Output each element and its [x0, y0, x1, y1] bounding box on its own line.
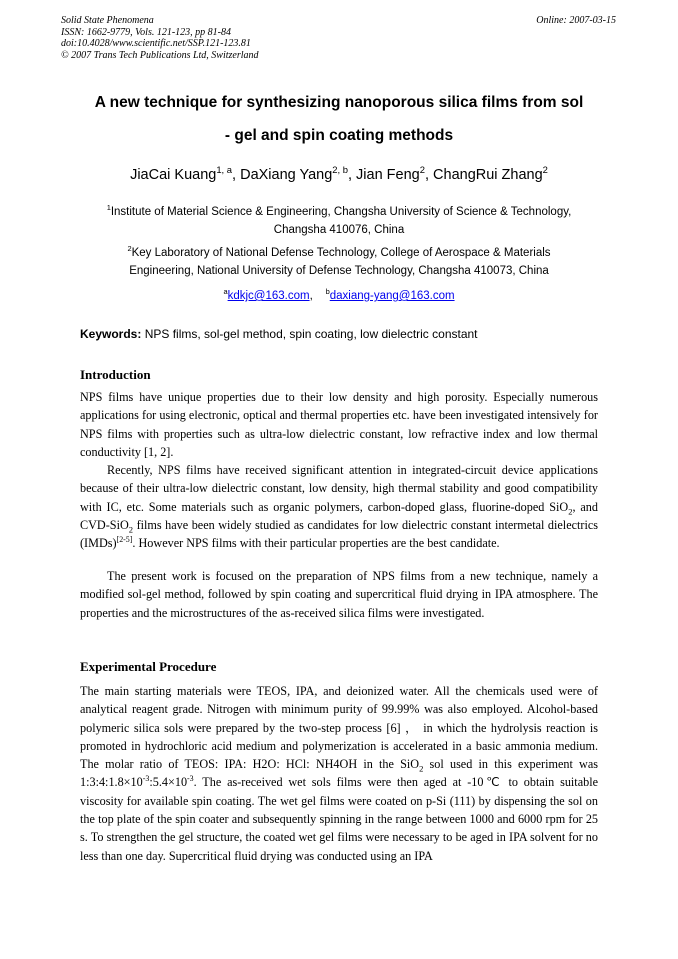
section-heading-experimental: Experimental Procedure	[80, 659, 217, 674]
text-run: . The as-received wet sols films were then aged at -10℃ to obtain suitable viscosity for available spin coating. The wet gel films were coated on p-Si (111) by dispensing the sol on the top plate of the spin coater and subsequently spinning in the range between 1000 and 6000 rpm for 25 s. To strengthen the gel structure, the coated wet gel films were necessary to be aged in IPA solvent for no less than one day. Supercritical fluid drying was conducted using an IPA	[80, 775, 598, 863]
journal-doi: doi:10.4028/www.scientific.net/SSP.121-123.81	[61, 38, 251, 49]
text-run: :5.4×10	[149, 775, 188, 790]
author-name: ChangRui Zhang	[433, 167, 543, 183]
intro-paragraph-1	[80, 388, 598, 461]
keywords-label: Keywords:	[80, 327, 142, 341]
text-run: , and CVD-SiO	[80, 499, 598, 532]
author-separator: ,	[232, 167, 241, 183]
email-link-b[interactable]: daxiang-yang@163.com	[329, 290, 455, 302]
paragraph-text: NPS films have unique properties due to their low density and high porosity. Especially numerous applications for using electronic, optical and thermal properties etc. have been investigated intensively for NPS films with properties such as ultra-low dielectric constant, low refractive index and low thermal conductivity [1, 2].	[80, 390, 598, 459]
affiliation-mark: 1	[106, 203, 111, 213]
subscript: 2	[128, 524, 134, 535]
email-separator: ,	[309, 290, 326, 302]
text-run: Recently, NPS films have received significant attention in integrated-circuit device applications because of their ultra-low dielectric constant, low density, high thermal stability and good compatibility with IC, etc. Some materials such as organic polymers, carbon-doped glass, fluorine-doped SiO	[80, 463, 598, 514]
author-affiliation-mark: 2	[419, 164, 425, 176]
affiliation-mark: 2	[127, 244, 132, 254]
subscript: 2	[568, 506, 573, 517]
author-separator: ,	[347, 167, 357, 183]
author-separator: ,	[424, 167, 434, 183]
email-mark: a	[223, 287, 228, 297]
affiliation-1	[60, 204, 618, 239]
email-mark: b	[325, 287, 330, 297]
affiliation-text: Institute of Material Science & Engineering, Changsha University of Science & Technology,	[110, 206, 572, 218]
citation-superscript: [2-5]	[116, 535, 133, 545]
text-run: sol used in this experiment was 1:3:4:1.8×10	[80, 757, 598, 790]
experimental-paragraph-1	[80, 682, 598, 865]
affiliation-text: Engineering, National University of Defense Technology, Changsha 410073, China	[129, 264, 549, 277]
intro-paragraph-2	[80, 461, 598, 552]
journal-header	[61, 15, 259, 61]
author-affiliation-mark: 1, a	[216, 164, 233, 176]
online-date: Online: 2007-03-15	[536, 15, 616, 26]
author-name: DaXiang Yang	[240, 167, 333, 183]
author-list	[40, 164, 638, 183]
intro-paragraph-3	[80, 567, 598, 622]
superscript: -3	[142, 774, 150, 784]
affiliation-text: Changsha 410076, China	[273, 223, 405, 236]
keywords-text: NPS films, sol-gel method, spin coating, low dielectric constant	[141, 327, 478, 341]
subscript: 2	[419, 763, 424, 774]
section-heading-introduction: Introduction	[80, 367, 151, 382]
author-affiliation-mark: 2	[542, 164, 548, 176]
text-run: . However NPS films with their particular properties are the best candidate.	[132, 536, 500, 551]
paper-title-line-1: A new technique for synthesizing nanoporous silica films from sol	[94, 94, 584, 111]
affiliation-text: Key Laboratory of National Defense Technology, College of Aerospace & Materials	[131, 247, 551, 259]
email-link-a[interactable]: kdkjc@163.com	[227, 290, 310, 302]
paragraph-text	[80, 461, 598, 552]
paper-title-line-2: - gel and spin coating methods	[224, 127, 454, 144]
author-name: Jian Feng	[356, 167, 420, 183]
journal-issn: ISSN: 1662-9779, Vols. 121-123, pp 81-84	[61, 26, 231, 38]
text-run: The main starting materials were TEOS, IPA, and deionized water. All the chemicals used were of analytical reagent grade. Nitrogen with minimum purity of 99.99% was also employed. Alcohol-based polymeric silica sols were prepared by the two-step process [6] ， in which the hydrolysis reaction is promoted in hydrochloric acid medium and polymerization is accelerated in a basic ammonia medium. The molar ratio of TEOS: IPA: H2O: HCl: NH4OH in the SiO	[80, 684, 598, 772]
journal-name: Solid State Phenomena	[61, 15, 154, 26]
keywords	[80, 327, 620, 341]
author-emails	[60, 288, 618, 306]
journal-copyright: © 2007 Trans Tech Publications Ltd, Switzerland	[61, 49, 259, 61]
affiliation-2	[60, 245, 618, 280]
author-name: JiaCai Kuang	[130, 167, 217, 183]
superscript: -3	[187, 774, 194, 784]
author-affiliation-mark: 2, b	[332, 164, 348, 176]
text-run: films have been widely studied as candidates for low dielectric constant intermetal dielectrics (IMDs)	[80, 517, 598, 551]
paragraph-text	[80, 682, 598, 865]
paragraph-text: The present work is focused on the preparation of NPS films from a new technique, namely a modified sol-gel method, followed by spin coating and supercritical fluid drying in IPA atmosphere. The properties and the microstructures of the as-received silica films were investigated.	[80, 569, 598, 620]
